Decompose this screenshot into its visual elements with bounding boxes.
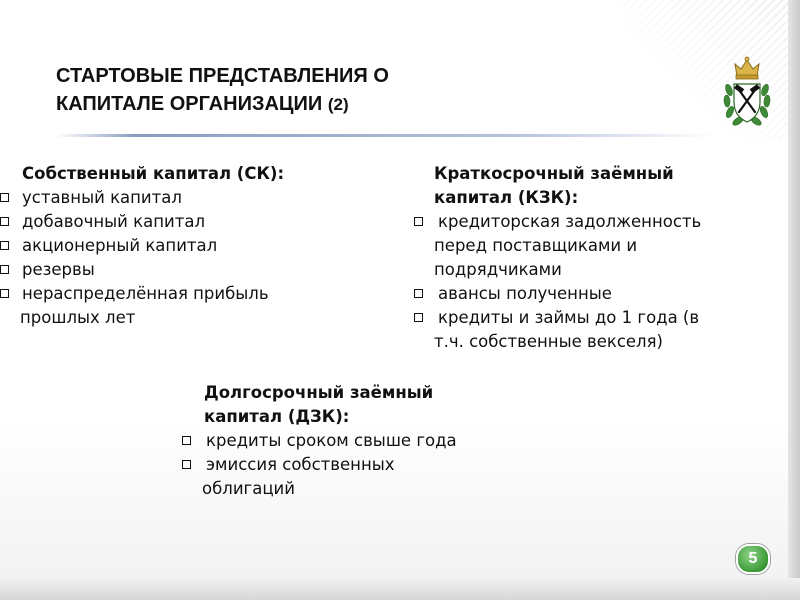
title-underline [56,134,716,137]
checkbox-bullet-icon [0,265,9,274]
checkbox-bullet-icon [0,217,9,226]
list-item-text: кредиты и займы до 1 года (в [438,308,700,327]
long-term-heading-line-1: Долгосрочный заёмный [204,383,434,402]
list-item [182,453,542,477]
page-number-badge: 5 [736,544,770,574]
checkbox-bullet-icon [414,289,423,298]
list-item [414,282,774,306]
checkbox-bullet-icon [414,217,423,226]
list-item [0,186,390,210]
equity-capital-block [0,162,390,330]
list-item-continuation: перед поставщиками и [434,236,638,255]
checkbox-bullet-icon [182,436,191,445]
long-term-heading-line-2: капитал (ДЗК): [204,407,350,426]
checkbox-bullet-icon [0,289,9,298]
equity-heading: Собственный капитал (СК): [22,164,285,183]
list-item [414,306,774,330]
slide-title-line-1: СТАРТОВЫЕ ПРЕДСТАВЛЕНИЯ О [56,65,389,87]
short-term-capital-block [414,162,774,354]
checkbox-bullet-icon [0,241,9,250]
checkbox-bullet-icon [182,460,191,469]
list-item-text: эмиссия собственных [206,455,395,474]
list-item [182,429,542,453]
list-item-text: акционерный капитал [22,236,218,255]
list-item-text: уставный капитал [22,188,182,207]
list-item-text: кредиторская задолженность [438,212,702,231]
short-term-heading-line-1: Краткосрочный заёмный [434,164,674,183]
list-item [0,258,390,282]
slide-title-main: КАПИТАЛЕ ОРГАНИЗАЦИИ [56,93,323,115]
list-item-text: резервы [22,260,95,279]
slide-title [56,62,616,119]
slide-title-suffix: (2) [327,95,349,114]
right-edge-bar [788,0,800,600]
checkbox-bullet-icon [0,193,9,202]
list-item [0,282,390,306]
list-item [0,234,390,258]
list-item-continuation: т.ч. собственные векселя) [434,332,663,351]
crown-crossed-hammers-laurel-emblem-icon [720,54,774,130]
crown-icon [735,57,759,79]
list-item-text: добавочный капитал [22,212,205,231]
slide-title-line-2 [56,90,616,119]
list-item-continuation: прошлых лет [20,308,136,327]
short-term-heading-line-2: капитал (КЗК): [434,188,579,207]
checkbox-bullet-icon [414,313,423,322]
list-item-continuation: облигаций [202,479,295,498]
list-item-text: кредиты сроком свыше года [206,431,457,450]
list-item [0,210,390,234]
list-item-text: авансы полученные [438,284,612,303]
list-item [414,210,774,234]
long-term-capital-block [182,381,542,501]
bottom-edge-bar [0,578,800,600]
list-item-text: нераспределённая прибыль [22,284,269,303]
list-item-continuation: подрядчиками [434,260,562,279]
